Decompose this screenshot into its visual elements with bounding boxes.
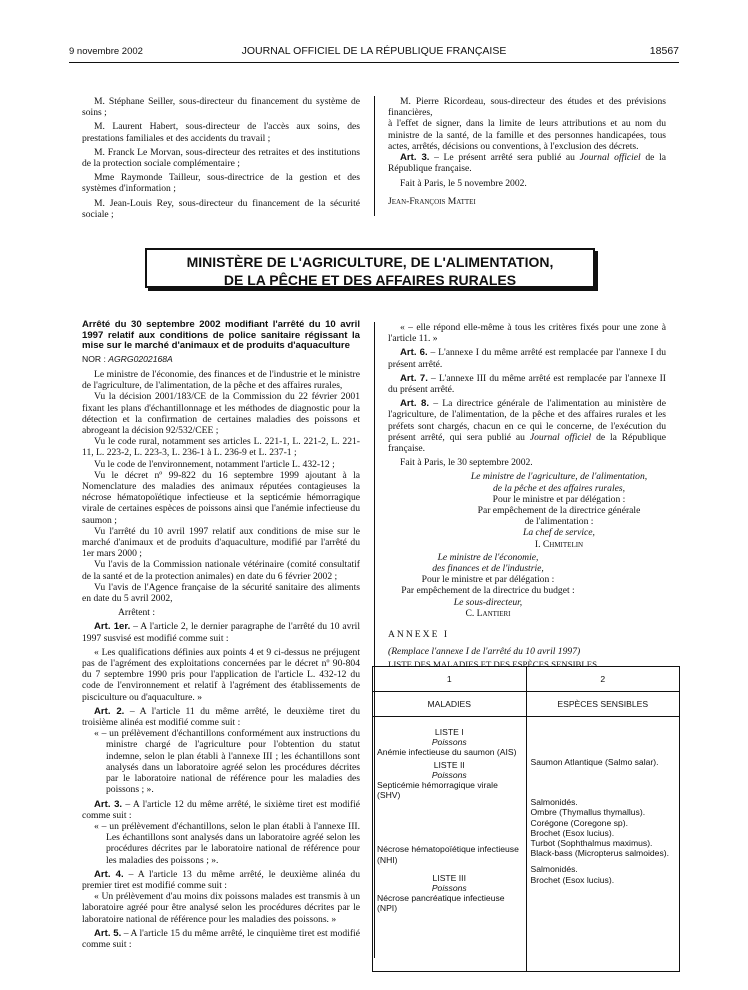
- paragraph: M. Laurent Habert, sous-directeur de l'accès aux soins, des prestations familiales et des accidents du travail ;: [82, 121, 360, 144]
- journal-title: JOURNAL OFFICIEL DE LA RÉPUBLIQUE FRANÇAISE: [241, 45, 507, 57]
- article-3: Art. 3. – A l'article 12 du même arrêté, le sixième tiret est modifié comme suit :: [82, 798, 360, 821]
- annexe-list-title: LISTE DES MALADIES ET DES ESPÈCES SENSIBLES: [388, 659, 598, 670]
- paragraph: Le ministre de l'économie, des finances et de l'industrie et le ministre de l'agriculture, de l'alimentation, de la pêche et des affaires rurales,: [82, 368, 360, 392]
- decree-left-column: [82, 320, 360, 950]
- paragraph: Mme Raymonde Tailleur, sous-directrice de la gestion et des systèmes d'information ;: [82, 172, 360, 195]
- column-header-especes: ESPÈCES SENSIBLES: [526, 692, 680, 717]
- article-4: Art. 4. – A l'article 13 du même arrêté, le deuxième alinéa du premier tiret est modifié comme suit :: [82, 868, 360, 891]
- article-7: Art. 7. – L'annexe III du même arrêté est remplacée par l'annexe II du présent arrêté.: [388, 372, 666, 396]
- fait-a-paris: Fait à Paris, le 5 novembre 2002.: [400, 178, 527, 190]
- paragraph: Vu l'avis de l'Agence française de la sécurité sanitaire des aliments en date du 5 avril 2002,: [82, 581, 360, 605]
- page-number: 18567: [649, 45, 679, 57]
- article-5-quote: « – elle répond elle-même à tous les critères fixés pour une zone à l'article 11. »: [388, 322, 666, 345]
- decree-title: Arrêté du 30 septembre 2002 modifiant l'arrêté du 10 avril 1997 relatif aux conditions de police sanitaire régissant la mise sur le marché d'animaux et de produits d'aquaculture: [82, 319, 360, 352]
- species-ais: Saumon Atlantique (Salmo salar).: [530, 757, 659, 767]
- disease-shv: Septicémie hémorragique virale (SHV): [377, 780, 498, 801]
- paragraph: Vu le code rural, notamment ses articles L. 221-1, L. 221-2, L. 221-11, L. 223-2, L. 223-3, L. 236-1 à L. 236-9 et L. 237-1 ;: [82, 436, 360, 459]
- article-3-final: Art. 3. – Le présent arrêté sera publié au Journal officiel de la République française.: [388, 152, 666, 175]
- top-right-column: [388, 96, 666, 207]
- maladies-cell: LISTE I Poissons Anémie infectieuse du saumon (AIS) LISTE II Poissons Septicémie hémorragique virale (SHV) Nécrose hématopoïétique infectieuse (NHI) LISTE III Poissons Nécrose pancréatique infectieuse (NPI): [373, 717, 527, 972]
- paragraph: M. Pierre Ricordeau, sous-directeur des études et des prévisions financières,: [388, 96, 666, 119]
- annexe-subtitle: (Remplace l'annexe I de l'arrêté du 10 avril 1997): [388, 646, 581, 658]
- paragraph: Vu la décision 2001/183/CE de la Commission du 22 février 2001 fixant les plans d'échantillonnage et les méthodes de diagnostic pour la détection et la confirmation de certaines maladies des poissons et abrogeant la décision 92/532/CEE ;: [82, 391, 360, 436]
- signature-block-economie: Le ministre de l'économie, des finances et de l'industrie, Pour le ministre et par délégation : Par empêchement de la directrice du budget : Le sous-directeur, C. Lantieri: [401, 551, 575, 619]
- paragraph: Vu l'avis de la Commission nationale vétérinaire (comité consultatif de la santé et de la protection animales) en date du 6 février 2002 ;: [82, 559, 360, 582]
- paragraph: M. Franck Le Morvan, sous-directeur des retraites et des institutions de la protection sociale complémentaire ;: [82, 146, 360, 170]
- article-1: Art. 1er. – A l'article 2, le dernier paragraphe de l'arrêté du 10 avril 1997 susvisé est modifié comme suit :: [82, 621, 360, 644]
- page-header: [69, 46, 679, 60]
- article-2: Art. 2. – A l'article 11 du même arrêté, le deuxième tiret du troisième alinéa est modifié comme suit :: [82, 705, 360, 729]
- disease-nhi: Nécrose hématopoïétique infectieuse (NHI): [377, 844, 519, 865]
- disease-ais: Anémie infectieuse du saumon (AIS): [377, 747, 517, 758]
- article-5: Art. 5. – A l'article 15 du même arrêté, le cinquième tiret est modifié comme suit :: [82, 927, 360, 950]
- article-1-quote: « Les qualifications définies aux points 4 et 9 ci-dessus ne préjugent pas de l'agrément des exploitations concernées par le décret nº 90-804 du 7 septembre 1990 pris pour l'application de l'article L. 432-12 du code de l'environnement et relatif à l'agrément des établissements de pisciculture ou d'aquaculture. »: [82, 646, 360, 703]
- column-divider: [374, 96, 375, 216]
- column-number: 2: [526, 667, 680, 692]
- article-3-quote: « – un prélèvement d'échantillons, selon le plan établi à l'annexe III. Les échantillons sont analysés dans un laboratoire agréé selon les procédures décrites par le laboratoire national de référence pour les maladies des poissons ; ».: [94, 820, 360, 866]
- article-8: Art. 8. – La directrice générale de l'alimentation au ministère de l'agriculture, de l'alimentation, de la pêche et des affaires rurales et les préfets sont chargés, chacun en ce qui le concerne, de l'exécution du présent arrêté, qui sera publié au Journal officiel de la République française.: [388, 398, 667, 455]
- disease-npi: Nécrose pancréatique infectieuse (NPI): [377, 893, 505, 914]
- paragraph: M. Jean-Louis Rey, sous-directeur du financement de la sécurité sociale ;: [82, 197, 360, 220]
- article-2-quote: « – un prélèvement d'échantillons conformément aux instructions du ministre chargé de l'agriculture pour l'obtention du statut indemne, selon le plan établi à l'annexe III ; les échantillons sont analysés dans un laboratoire agréé selon les procédures décrites par le laboratoire national de référence pour les maladies des poissons ; ».: [94, 728, 360, 796]
- column-number: 1: [373, 667, 527, 692]
- top-left-column: [82, 96, 360, 223]
- paragraph: M. Stéphane Seiller, sous-directeur du financement du système de soins ;: [82, 96, 360, 119]
- header-date: 9 novembre 2002: [69, 46, 143, 57]
- decree-right-column: [388, 322, 666, 671]
- signature: Jean-François Mattei: [388, 195, 476, 207]
- paragraph: Vu le code de l'environnement, notamment l'article L. 432-12 ;: [94, 458, 335, 470]
- nor-reference: NOR : AGRG0202168A: [82, 353, 173, 364]
- column-header-maladies: MALADIES: [373, 692, 527, 717]
- article-4-quote: « Un prélèvement d'au moins dix poissons malades est transmis à un laboratoire agréé pour être analysé selon les procédures décrites par le laboratoire national de référence pour les maladies des poissons. »: [82, 891, 360, 925]
- ministry-line-2: DE LA PÊCHE ET DES AFFAIRES RURALES: [223, 272, 517, 288]
- paragraph: Vu l'arrêté du 10 avril 1997 relatif aux conditions de mise sur le marché d'animaux et de produits d'aquaculture, modifié par l'arrêté du 1er mars 2000 ;: [82, 525, 360, 560]
- paragraph: Vu le décret nº 99-822 du 16 septembre 1999 ajoutant à la Nomenclature des maladies des animaux réputées contagieuses la nécrose hématopoïétique infectieuse et la septicémie hémorragique virale de certaines espèces de poissons ainsi que l'anémie infectieuse du saumon ;: [82, 469, 360, 526]
- paragraph: à l'effet de signer, dans la limite de leurs attributions et au nom du ministre de la santé, de la famille et des personnes handicapées, tous actes, arrêtés, décisions ou conventions, à l'exclusion des décrets.: [388, 118, 666, 152]
- diseases-table: [372, 666, 680, 972]
- fait-a-paris: Fait à Paris, le 30 septembre 2002.: [400, 457, 533, 469]
- signature-block-agriculture: Le ministre de l'agriculture, de l'alimentation, de la pêche et des affaires rurales, Pour le ministre et par délégation : Par empêchement de la directrice générale de l'alimentation : La chef de service, I. Chmitelin: [470, 471, 648, 550]
- ministry-heading-box: [145, 248, 595, 288]
- ministry-line-1: MINISTÈRE DE L'AGRICULTURE, DE L'ALIMENTATION,: [186, 254, 554, 270]
- arretent: Arrêtent :: [118, 607, 156, 619]
- especes-cell: Saumon Atlantique (Salmo salar). Salmonidés. Ombre (Thymallus thymallus). Corégone (Coregone sp). Brochet (Esox lucius). Turbot (Sophthalmus maximus). Black-bass (Micropterus salmoides). Salmonidés. Brochet (Esox lucius).: [526, 717, 680, 972]
- article-6: Art. 6. – L'annexe I du même arrêté est remplacée par l'annexe I du présent arrêté.: [388, 347, 666, 370]
- annexe-title: ANNEXE I: [388, 629, 450, 641]
- header-rule: [69, 62, 679, 63]
